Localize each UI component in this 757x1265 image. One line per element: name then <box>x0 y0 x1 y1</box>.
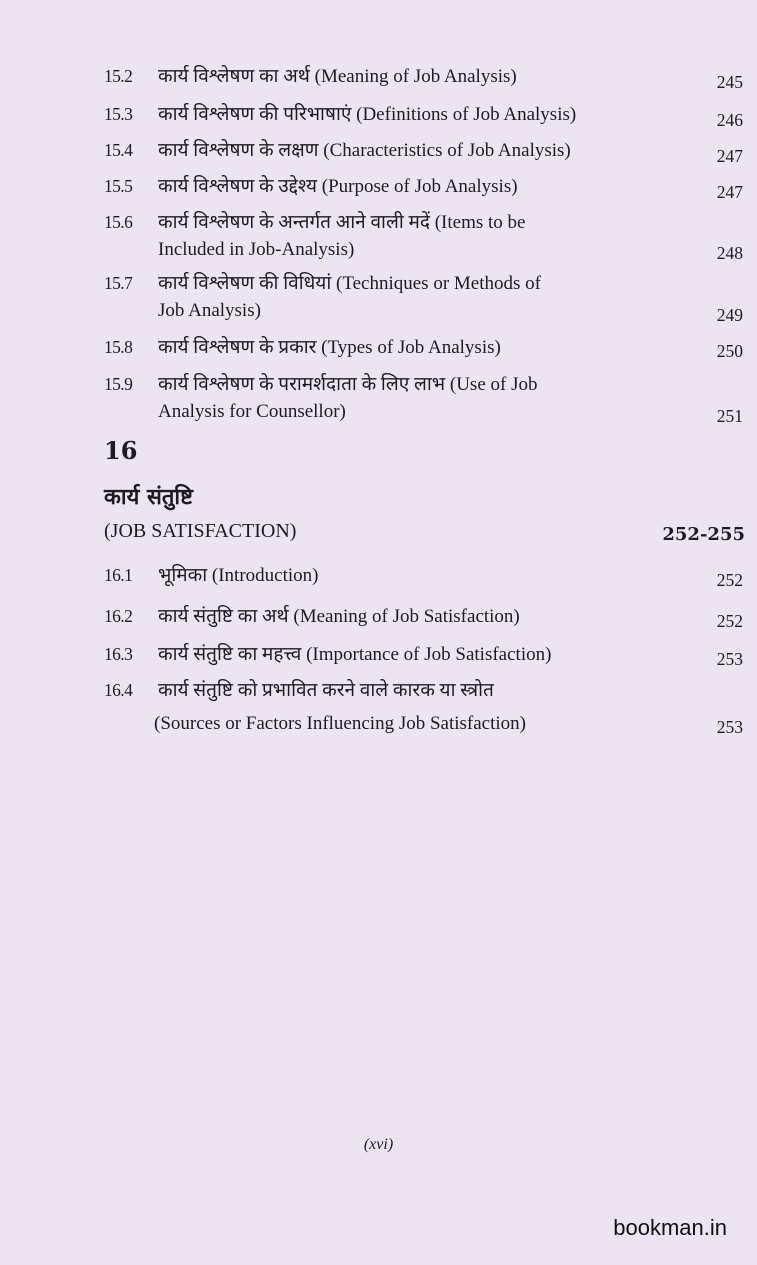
entry-title: कार्य संतुष्टि को प्रभावित करने वाले कारक या स्त्रोत <box>158 680 494 701</box>
entry-number: 15.2 <box>104 66 133 86</box>
toc-entry <box>104 335 749 361</box>
entry-number: 15.3 <box>104 104 133 124</box>
chapter-title-english: (JOB SATISFACTION) <box>104 520 297 542</box>
entry-page: 251 <box>716 406 743 426</box>
entry-number: 15.4 <box>104 140 133 160</box>
entry-number: 15.6 <box>104 212 133 232</box>
entry-number: 15.7 <box>104 273 133 293</box>
entry-number: 16.4 <box>104 680 133 700</box>
entry-title: कार्य संतुष्टि का अर्थ (Meaning of Job Satisfaction) <box>158 606 520 627</box>
entry-page: 249 <box>716 305 743 325</box>
toc-entry <box>104 102 749 128</box>
entry-title-cont: Job Analysis) <box>158 300 261 321</box>
toc-entry <box>104 372 749 424</box>
toc-entry <box>104 604 749 630</box>
entry-title: कार्य विश्लेषण के अन्तर्गत आने वाली मदें (Items to be <box>158 212 526 233</box>
entry-page: 246 <box>716 110 743 130</box>
entry-page: 250 <box>716 341 743 361</box>
entry-title: भूमिका (Introduction) <box>158 565 319 586</box>
toc-entry <box>104 174 749 200</box>
entry-title: कार्य विश्लेषण की परिभाषाएं (Definitions of Job Analysis) <box>158 104 577 125</box>
entry-number: 16.1 <box>104 565 133 585</box>
entry-number: 15.9 <box>104 374 133 394</box>
entry-title: कार्य विश्लेषण की विधियां (Techniques or Methods of <box>158 273 541 294</box>
toc-entry <box>104 210 749 262</box>
entry-number: 16.2 <box>104 606 133 626</box>
page-folio: (xvi) <box>363 1136 394 1153</box>
entry-title: कार्य विश्लेषण के उद्देश्य (Purpose of Job Analysis) <box>158 176 518 197</box>
toc-entry <box>104 271 749 323</box>
entry-number: 15.8 <box>104 337 133 357</box>
toc-entry <box>104 138 749 164</box>
entry-title: कार्य विश्लेषण के लक्षण (Characteristics of Job Analysis) <box>158 140 571 161</box>
watermark: bookman.in <box>613 1215 727 1240</box>
entry-page: 253 <box>716 717 743 737</box>
toc-entry <box>104 563 749 589</box>
toc-entry <box>104 64 749 90</box>
entry-page: 248 <box>716 243 743 263</box>
toc-entry <box>104 678 749 737</box>
entry-page: 247 <box>716 182 743 202</box>
entry-page: 245 <box>716 72 743 92</box>
chapter-title-hindi: कार्य संतुष्टि <box>104 484 193 510</box>
entry-title: कार्य विश्लेषण के परामर्शदाता के लिए लाभ (Use of Job <box>158 374 538 395</box>
entry-page: 252 <box>716 570 743 590</box>
toc-entry <box>104 642 749 668</box>
entry-number: 15.5 <box>104 176 133 196</box>
chapter-number: 16 <box>104 436 138 465</box>
entry-number: 16.3 <box>104 644 133 664</box>
entry-title: कार्य विश्लेषण के प्रकार (Types of Job Analysis) <box>158 337 501 358</box>
entry-page: 247 <box>716 146 743 166</box>
entry-title-cont: Analysis for Counsellor) <box>158 401 346 422</box>
entry-page: 253 <box>716 649 743 669</box>
entry-title: कार्य संतुष्टि का महत्त्व (Importance of Job Satisfaction) <box>158 644 552 665</box>
chapter-page-range: 252-255 <box>662 524 745 545</box>
entry-title: कार्य विश्लेषण का अर्थ (Meaning of Job Analysis) <box>158 66 517 87</box>
entry-title-cont: (Sources or Factors Influencing Job Satisfaction) <box>154 713 526 734</box>
entry-page: 252 <box>716 611 743 631</box>
entry-title-cont: Included in Job-Analysis) <box>158 239 355 260</box>
